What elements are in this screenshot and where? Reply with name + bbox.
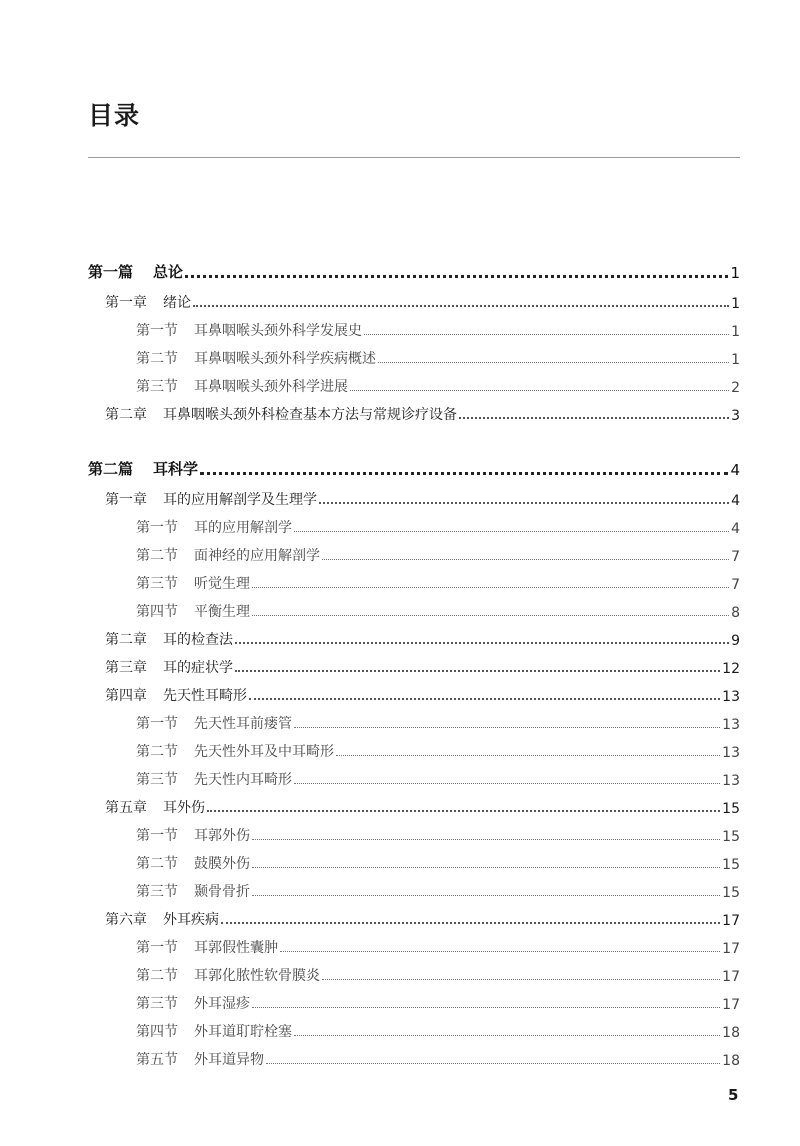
toc-entry-number: 第四节 (136, 1024, 178, 1040)
page-number: 5 (728, 1086, 739, 1104)
toc-dot-leader (280, 951, 720, 952)
toc-section-row[interactable] (136, 709, 740, 733)
toc-page-number: 17 (722, 997, 740, 1013)
toc-chapter-row[interactable] (105, 625, 740, 649)
toc-section-row[interactable] (136, 372, 740, 396)
toc-dot-leader (207, 810, 720, 812)
toc-entry-number: 第一篇 (88, 263, 134, 281)
toc-dot-leader (294, 727, 720, 728)
toc-entry-number: 第三章 (105, 660, 147, 676)
toc-dot-leader (336, 755, 720, 756)
toc-section-row[interactable] (136, 765, 740, 789)
toc-page-number: 4 (730, 461, 740, 479)
toc-section-row[interactable] (136, 877, 740, 901)
toc-section-row[interactable] (136, 849, 740, 873)
toc-chapter-row[interactable] (105, 400, 740, 424)
toc-page-number: 2 (731, 380, 740, 396)
toc-entry-number: 第一节 (136, 716, 178, 732)
toc-section-row[interactable] (136, 597, 740, 621)
toc-entry-title: 耳的应用解剖学 (194, 520, 292, 536)
toc-page-number: 13 (722, 717, 740, 733)
toc-dot-leader (193, 305, 729, 307)
toc-dot-leader (364, 334, 729, 335)
toc-dot-leader (249, 698, 720, 700)
toc-entry-title: 平衡生理 (194, 604, 250, 620)
toc-entry-title: 耳鼻咽喉头颈外科学疾病概述 (194, 351, 376, 367)
toc-page-number: 13 (722, 745, 740, 761)
toc-entry-number: 第二节 (136, 351, 178, 367)
toc-page-number: 7 (731, 549, 740, 565)
toc-entry-title: 外耳湿疹 (194, 996, 250, 1012)
toc-dot-leader (252, 867, 720, 868)
toc-entry-number: 第二节 (136, 968, 178, 984)
toc-entry-number: 第五章 (105, 800, 147, 816)
toc-page-number: 13 (722, 773, 740, 789)
toc-dot-leader (221, 922, 720, 924)
toc-entry-number: 第二节 (136, 856, 178, 872)
toc-entry-number: 第三节 (136, 379, 178, 395)
toc-dot-leader (322, 559, 729, 560)
toc-dot-leader (185, 275, 728, 278)
toc-dot-leader (294, 783, 720, 784)
toc-page-number: 18 (722, 1053, 740, 1069)
toc-page-number: 1 (731, 324, 740, 340)
toc-entry-title: 耳鼻咽喉头颈外科学进展 (194, 379, 348, 395)
toc-page-number: 3 (731, 408, 740, 424)
toc-entry-number: 第二章 (105, 632, 147, 648)
toc-page-number: 13 (722, 689, 740, 705)
title-divider (88, 157, 740, 158)
toc-entry-number: 第三节 (136, 996, 178, 1012)
toc-entry-number: 第一节 (136, 940, 178, 956)
toc-dot-leader (252, 839, 720, 840)
toc-section-row[interactable] (136, 1045, 740, 1069)
toc-page-number: 15 (722, 885, 740, 901)
toc-page-number: 17 (722, 913, 740, 929)
toc-entry-title: 先天性耳畸形 (163, 688, 247, 704)
toc-entry-title: 耳外伤 (163, 800, 205, 816)
toc-dot-leader (350, 390, 729, 391)
toc-entry-number: 第六章 (105, 912, 147, 928)
toc-entry-number: 第三节 (136, 884, 178, 900)
toc-section-row[interactable] (136, 316, 740, 340)
toc-entry-title: 耳鼻咽喉头颈外科学发展史 (194, 323, 362, 339)
toc-dot-leader (266, 1063, 720, 1064)
toc-section-row[interactable] (136, 821, 740, 845)
toc-entry-title: 面神经的应用解剖学 (194, 548, 320, 564)
toc-section-row[interactable] (136, 989, 740, 1013)
toc-entry-title: 颞骨骨折 (194, 884, 250, 900)
toc-entry-title: 先天性外耳及中耳畸形 (194, 744, 334, 760)
toc-section-row[interactable] (136, 1017, 740, 1041)
toc-entry-title: 总论 (153, 263, 184, 281)
toc-dot-leader (294, 531, 729, 532)
toc-page-number: 17 (722, 969, 740, 985)
toc-entry-number: 第四节 (136, 604, 178, 620)
toc-chapter-row[interactable] (105, 653, 740, 677)
toc-entry-number: 第一节 (136, 828, 178, 844)
toc-entry-title: 先天性内耳畸形 (194, 772, 292, 788)
toc-dot-leader (319, 502, 729, 504)
toc-part-row[interactable] (88, 258, 740, 282)
toc-chapter-row[interactable] (105, 793, 740, 817)
toc-entry-title: 外耳道耵聍栓塞 (194, 1024, 292, 1040)
toc-entry-number: 第四章 (105, 688, 147, 704)
toc-section-row[interactable] (136, 961, 740, 985)
page-title: 目录 (88, 101, 141, 130)
toc-section-row[interactable] (136, 737, 740, 761)
toc-entry-number: 第一章 (105, 295, 147, 311)
toc-entry-title: 外耳道异物 (194, 1052, 264, 1068)
toc-section-row[interactable] (136, 541, 740, 565)
toc-dot-leader (252, 1007, 720, 1008)
toc-entry-title: 耳的检查法 (163, 632, 233, 648)
toc-entry-number: 第二篇 (88, 460, 134, 478)
toc-section-row[interactable] (136, 513, 740, 537)
toc-page-number: 1 (730, 264, 740, 282)
toc-entry-number: 第三节 (136, 772, 178, 788)
toc-section-row[interactable] (136, 569, 740, 593)
toc-chapter-row[interactable] (105, 485, 740, 509)
toc-entry-number: 第一节 (136, 520, 178, 536)
toc-page-number: 7 (731, 577, 740, 593)
toc-entry-number: 第三节 (136, 576, 178, 592)
toc-section-row[interactable] (136, 933, 740, 957)
toc-entry-number: 第二节 (136, 744, 178, 760)
toc-page-number: 1 (731, 352, 740, 368)
toc-part-row[interactable] (88, 455, 740, 479)
toc-page-number: 12 (722, 661, 740, 677)
toc-entry-number: 第五节 (136, 1052, 178, 1068)
toc-dot-leader (322, 979, 720, 980)
toc-page-number: 4 (731, 521, 740, 537)
toc-entry-title: 耳郭外伤 (194, 828, 250, 844)
toc-entry-number: 第二章 (105, 407, 147, 423)
toc-section-row[interactable] (136, 344, 740, 368)
toc-page-number: 18 (722, 1025, 740, 1041)
toc-dot-leader (252, 587, 729, 588)
toc-chapter-row[interactable] (105, 905, 740, 929)
toc-page-number: 8 (731, 605, 740, 621)
toc-entry-title: 耳的应用解剖学及生理学 (163, 492, 317, 508)
toc-dot-leader (200, 472, 728, 475)
toc-page-number: 9 (731, 633, 740, 649)
toc-entry-title: 先天性耳前瘘管 (194, 716, 292, 732)
toc-chapter-row[interactable] (105, 681, 740, 705)
toc-page-number: 15 (722, 801, 740, 817)
toc-entry-title: 外耳疾病 (163, 912, 219, 928)
toc-page-number: 17 (722, 941, 740, 957)
toc-entry-title: 耳鼻咽喉头颈外科检查基本方法与常规诊疗设备 (163, 407, 457, 423)
toc-entry-title: 耳科学 (153, 460, 199, 478)
toc-entry-title: 绪论 (163, 295, 191, 311)
toc-page-number: 15 (722, 857, 740, 873)
toc-dot-leader (294, 1035, 720, 1036)
toc-entry-title: 耳的症状学 (163, 660, 233, 676)
toc-dot-leader (378, 362, 729, 363)
toc-entry-number: 第一章 (105, 492, 147, 508)
toc-page-number: 1 (731, 296, 740, 312)
toc-entry-number: 第二节 (136, 548, 178, 564)
toc-entry-number: 第一节 (136, 323, 178, 339)
toc-entry-title: 耳郭假性囊肿 (194, 940, 278, 956)
toc-entry-title: 耳郭化脓性软骨膜炎 (194, 968, 320, 984)
toc-chapter-row[interactable] (105, 288, 740, 312)
toc-dot-leader (235, 670, 720, 672)
toc-entry-title: 听觉生理 (194, 576, 250, 592)
toc-page-number: 15 (722, 829, 740, 845)
toc-entry-title: 鼓膜外伤 (194, 856, 250, 872)
toc-page-number: 4 (731, 493, 740, 509)
toc-dot-leader (252, 615, 729, 616)
toc-dot-leader (252, 895, 720, 896)
toc-dot-leader (459, 417, 729, 419)
toc-dot-leader (235, 642, 729, 644)
